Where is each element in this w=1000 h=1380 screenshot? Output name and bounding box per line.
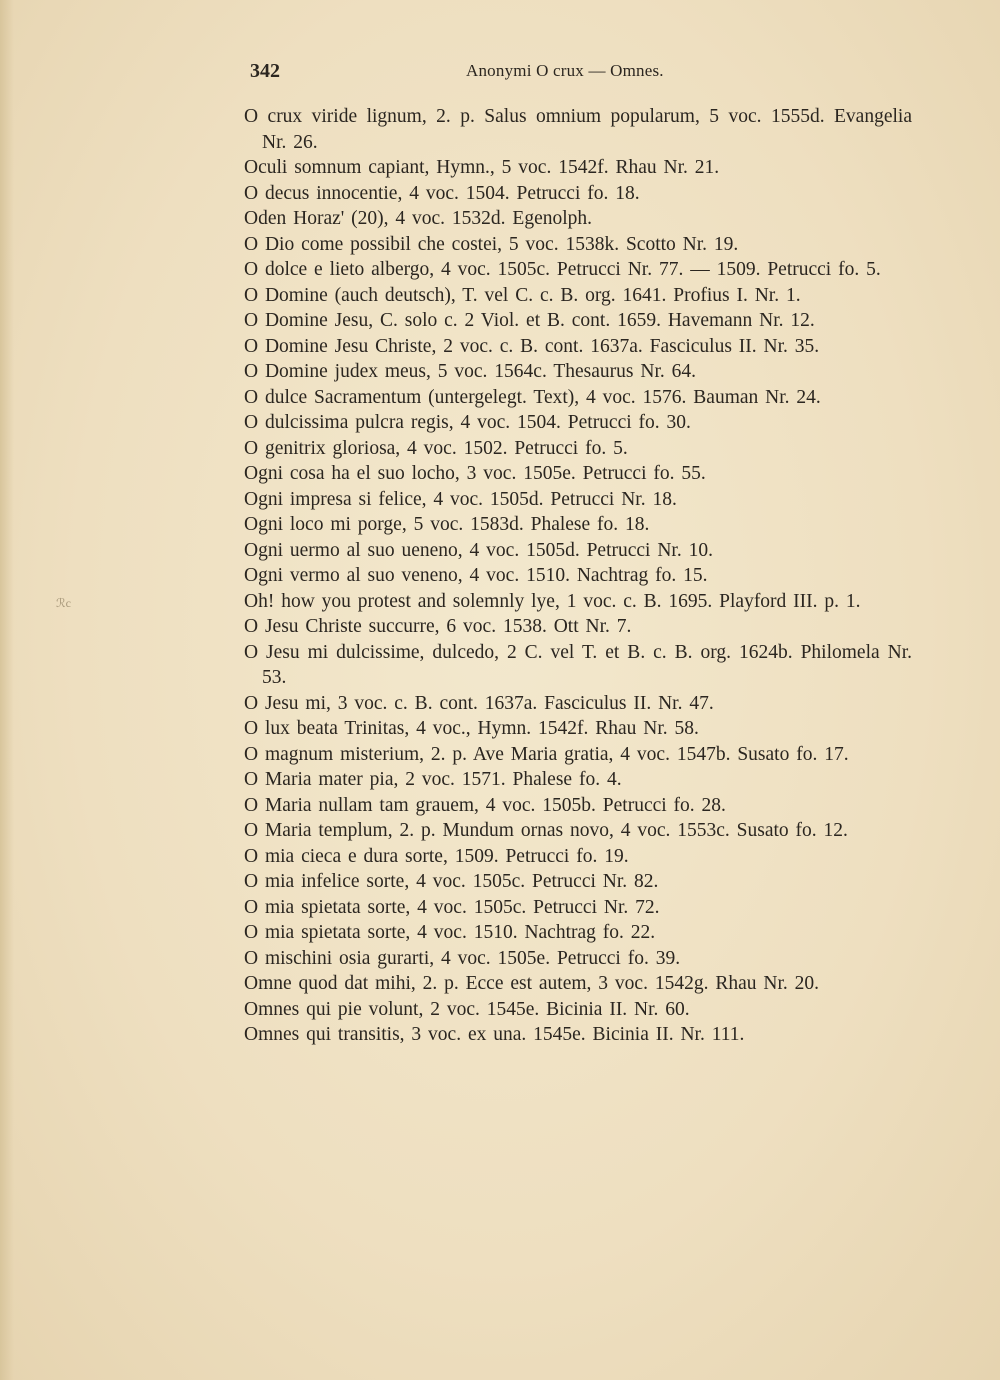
- catalog-entry-list: [244, 104, 912, 1048]
- catalog-entry: O mia spietata sorte, 4 voc. 1510. Nachtrag fo. 22.: [244, 922, 656, 943]
- catalog-entry: O Maria mater pia, 2 voc. 1571. Phalese fo. 4.: [244, 769, 622, 790]
- running-head: Anonymi O crux — Omnes.: [466, 61, 664, 80]
- catalog-entry: O dulcissima pulcra regis, 4 voc. 1504. Petrucci fo. 30.: [244, 412, 691, 433]
- catalog-entry: O mia infelice sorte, 4 voc. 1505c. Petrucci Nr. 82.: [244, 871, 659, 892]
- catalog-entry: O mia spietata sorte, 4 voc. 1505c. Petrucci Nr. 72.: [244, 896, 660, 918]
- catalog-entry: O lux beata Trinitas, 4 voc., Hymn. 1542f. Rhau Nr. 58.: [244, 718, 699, 739]
- catalog-entry: O Dio come possibil che costei, 5 voc. 1538k. Scotto Nr. 19.: [244, 233, 739, 255]
- catalog-entry: Ogni uermo al suo ueneno, 4 voc. 1505d. Petrucci Nr. 10.: [244, 539, 713, 561]
- catalog-entry: O dulce Sacramentum (untergelegt. Text), 4 voc. 1576. Bauman Nr. 24.: [244, 386, 821, 408]
- catalog-entry: Ogni vermo al suo veneno, 4 voc. 1510. Nachtrag fo. 15.: [244, 565, 708, 586]
- catalog-entry: O genitrix gloriosa, 4 voc. 1502. Petrucci fo. 5.: [244, 437, 628, 459]
- catalog-entry: Oden Horaz' (20), 4 voc. 1532d. Egenolph.: [244, 208, 593, 229]
- catalog-entry: O crux viride lignum, 2. p. Salus omnium popularum, 5 voc. 1555d. Evangelia Nr. 26.: [244, 106, 912, 153]
- catalog-entry: Ogni loco mi porge, 5 voc. 1583d. Phalese fo. 18.: [244, 514, 650, 535]
- catalog-entry: O Domine judex meus, 5 voc. 1564c. Thesaurus Nr. 64.: [244, 361, 696, 382]
- catalog-entry: O magnum misterium, 2. p. Ave Maria gratia, 4 voc. 1547b. Susato fo. 17.: [244, 743, 849, 765]
- catalog-entry: O Jesu mi, 3 voc. c. B. cont. 1637a. Fasciculus II. Nr. 47.: [244, 692, 714, 714]
- catalog-entry: O Maria templum, 2. p. Mundum ornas novo, 4 voc. 1553c. Susato fo. 12.: [244, 820, 848, 841]
- margin-note: ℛc: [56, 596, 71, 610]
- catalog-entry: Omnes qui transitis, 3 voc. ex una. 1545e. Bicinia II. Nr. 111.: [244, 1024, 745, 1045]
- catalog-entry: O decus innocentie, 4 voc. 1504. Petrucci fo. 18.: [244, 182, 640, 204]
- catalog-entry: Omne quod dat mihi, 2. p. Ecce est autem, 3 voc. 1542g. Rhau Nr. 20.: [244, 973, 819, 994]
- catalog-entry: O Jesu mi dulcissime, dulcedo, 2 C. vel T. et B. c. B. org. 1624b. Philomela Nr. 53.: [244, 641, 912, 688]
- catalog-entry: O Domine (auch deutsch), T. vel C. c. B. org. 1641. Profius I. Nr. 1.: [244, 284, 801, 306]
- catalog-entry: Oh! how you protest and solemnly lye, 1 voc. c. B. 1695. Playford III. p. 1.: [244, 590, 861, 612]
- catalog-entry: Ogni impresa si felice, 4 voc. 1505d. Petrucci Nr. 18.: [244, 488, 677, 510]
- catalog-entry: O Domine Jesu Christe, 2 voc. c. B. cont. 1637a. Fasciculus II. Nr. 35.: [244, 335, 820, 357]
- page-edge-shadow: [0, 0, 14, 1380]
- catalog-entry: O mischini osia gurarti, 4 voc. 1505e. Petrucci fo. 39.: [244, 947, 681, 969]
- page-header: [250, 60, 900, 90]
- catalog-entry: O Domine Jesu, C. solo c. 2 Viol. et B. cont. 1659. Havemann Nr. 12.: [244, 310, 815, 331]
- catalog-entry: Omnes qui pie volunt, 2 voc. 1545e. Bicinia II. Nr. 60.: [244, 998, 690, 1020]
- catalog-entry: O dolce e lieto albergo, 4 voc. 1505c. Petrucci Nr. 77. — 1509. Petrucci fo. 5.: [244, 259, 881, 280]
- page-number: 342: [250, 60, 280, 82]
- catalog-entry: O Maria nullam tam grauem, 4 voc. 1505b. Petrucci fo. 28.: [244, 794, 726, 816]
- catalog-entry: O mia cieca e dura sorte, 1509. Petrucci fo. 19.: [244, 845, 629, 867]
- catalog-entry: Oculi somnum capiant, Hymn., 5 voc. 1542f. Rhau Nr. 21.: [244, 157, 720, 178]
- catalog-entry: O Jesu Christe succurre, 6 voc. 1538. Ott Nr. 7.: [244, 616, 632, 637]
- catalog-entry: Ogni cosa ha el suo locho, 3 voc. 1505e. Petrucci fo. 55.: [244, 463, 706, 484]
